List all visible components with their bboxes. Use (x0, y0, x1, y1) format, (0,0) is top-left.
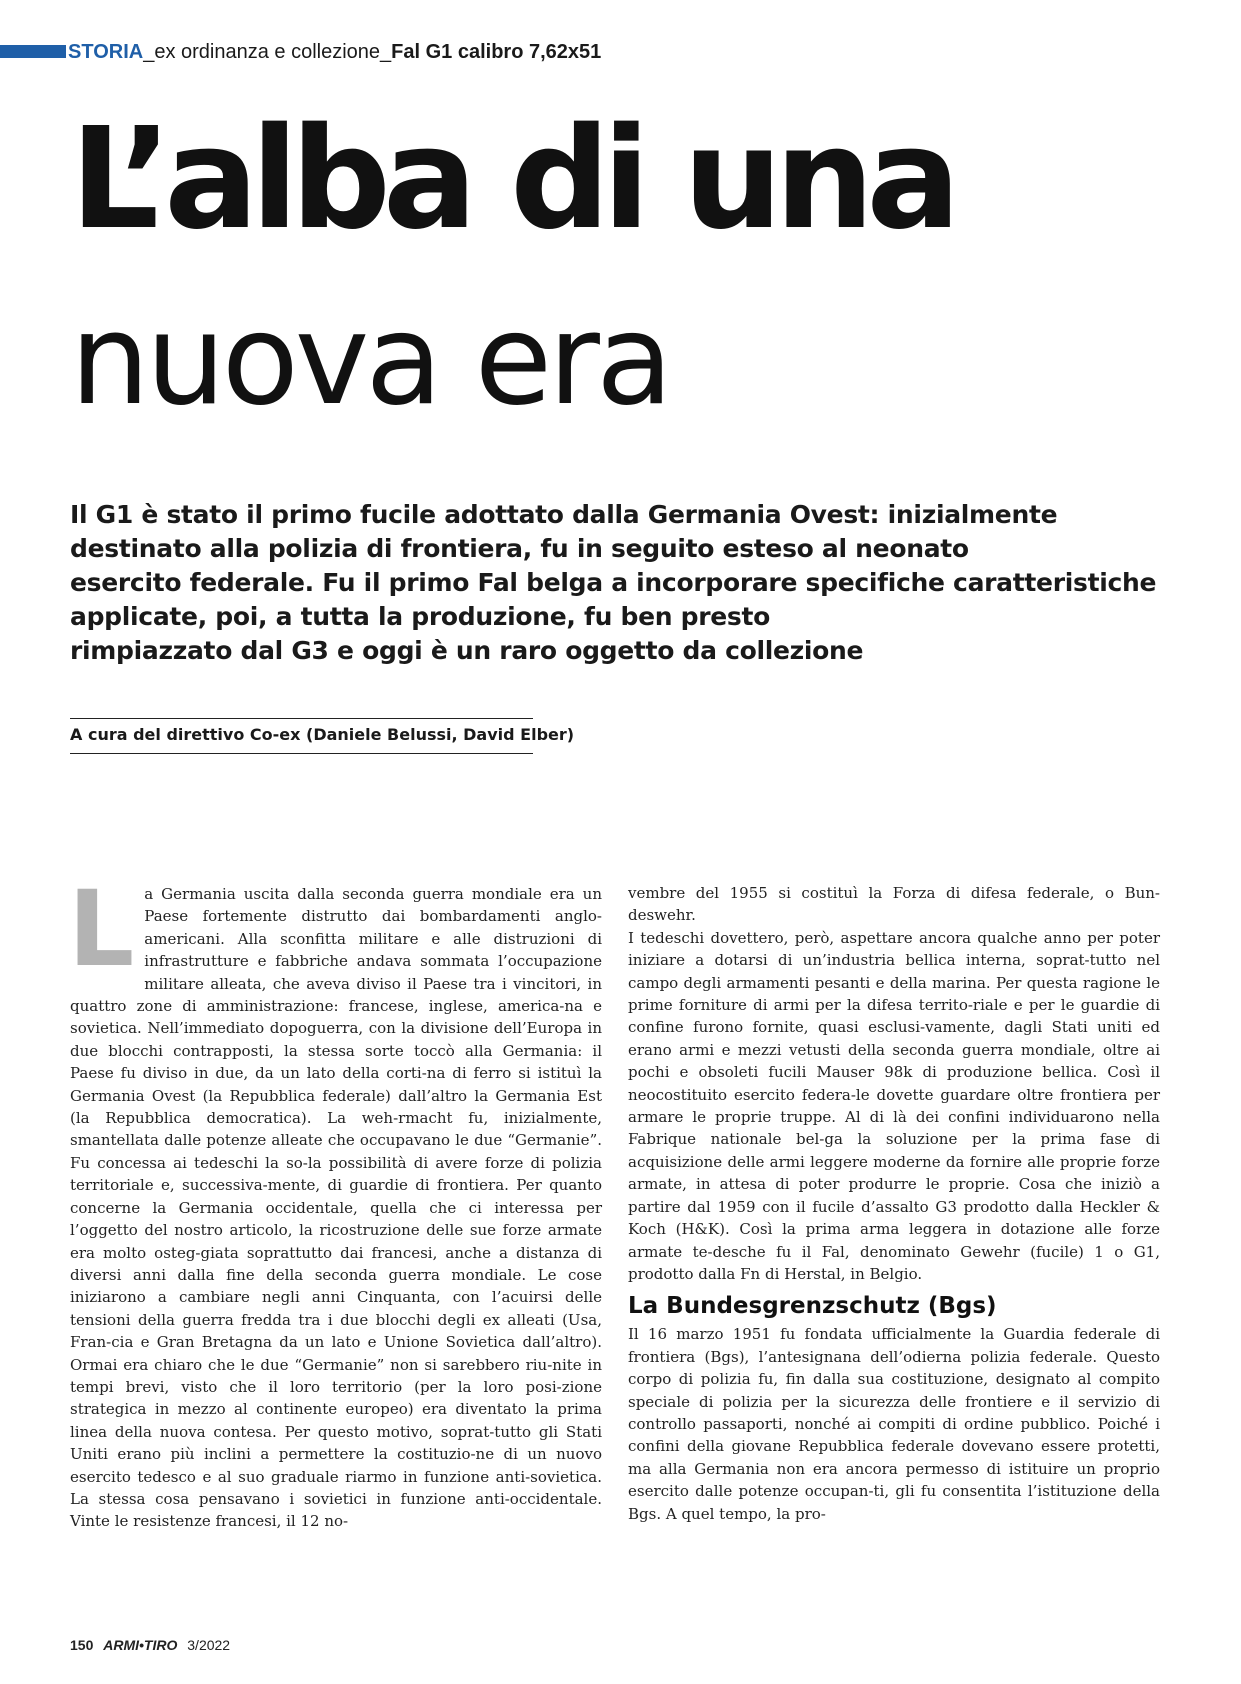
standfirst-line: applicate, poi, a tutta la produzione, fu ben presto (70, 602, 771, 631)
issue-number: 3/2022 (187, 1637, 231, 1653)
page-footer (70, 1637, 230, 1653)
section-label: STORIA (68, 41, 144, 63)
credit-rule-bottom (70, 753, 533, 754)
headline-line-2: nuova era (70, 286, 670, 433)
section-rubric (68, 40, 601, 64)
body-paragraph: I tedeschi dovettero, però, aspettare ancora qualche anno per poter iniziare a dotarsi di un’industria bellica interna, soprat-tutto nel campo degli armamenti pesanti e della marina. Per questa ragione le prime forniture di armi per la difesa territo-riale e per le guardie di confine furono fornite, quasi esclusi-vamente, dagli Stati uniti ed erano armi e mezzi vetusti della seconda guerra mondiale, oltre ai pochi e obsoleti fucili Mauser 98k di produzione bellica. Così il neocostituito esercito federa-le dovette guardare oltre frontiera per armare le proprie truppe. Al di là dei confini individuarono nella Fabrique nationale bel-ga la soluzione per la prima fase di acquisizione delle armi leggere moderne da fornire alle proprie forze armate, in attesa di poter produrre le proprie. Cosa che iniziò a partire dal 1959 con il fucile d’assalto G3 prodotto dalla Heckler & Koch (H&K). Così la prima arma leggera in dotazione alle forze armate te-desche fu il Fal, denominato Gewehr (fucile) 1 o G1, prodotto dalla Fn di Herstal, in Belgio. (628, 928, 1160, 1283)
headline-line-1: L’alba di una (70, 98, 953, 261)
section-color-bar (0, 45, 66, 58)
standfirst-line: rimpiazzato dal G3 e oggi è un raro oggetto da collezione (70, 636, 864, 665)
category-label: _ex ordinanza e collezione_ (143, 41, 392, 63)
standfirst-line: Il G1 è stato il primo fucile adottato dalla Germania Ovest: inizialmente (70, 500, 1058, 529)
body-column-1 (68, 868, 602, 1533)
section-subheading: La Bundesgrenzschutz (Bgs) (628, 1293, 997, 1320)
standfirst-line: destinato alla polizia di frontiera, fu in seguito esteso al neonato (70, 534, 969, 563)
standfirst-line: esercito federale. Fu il primo Fal belga a incorporare specifiche caratteristiche (70, 568, 1157, 597)
page-number: 150 (70, 1637, 94, 1653)
drop-cap: L (68, 868, 135, 990)
subject-label: Fal G1 calibro 7,62x51 (391, 41, 602, 63)
body-column-2 (628, 882, 1160, 1525)
standfirst (70, 498, 1157, 668)
credit-rule-top (70, 718, 533, 719)
body-paragraph: vembre del 1955 si costituì la Forza di difesa federale, o Bun-deswehr. (628, 884, 1160, 925)
body-paragraph: a Germania uscita dalla seconda guerra mondiale era un Paese fortemente distrutto dai bombardamenti anglo-americani. Alla sconfitta militare e alle distruzioni di infrastrutture e fabbriche andava sommata l’occupazione militare alleata, che aveva diviso il Paese tra i vincitori, in quattro zone di amministrazione: francese, inglese, america-na e sovietica. Nell’immediato dopoguerra, con la divisione dell’Europa in due blocchi contrapposti, la stessa sorte toccò alla Germania: il Paese fu diviso in due, da un lato della corti-na di ferro si istituì la Germania Ovest (la Repubblica federale) dall’altro la Germania Est (la Repubblica democratica). La weh-rmacht fu, inizialmente, smantellata dalle potenze alleate che occupavano le due “Germanie”. Fu concessa ai tedeschi la so-la possibilità di avere forze di polizia territoriale e, successiva-mente, di guardie di frontiera. Per quanto concerne la Germania occidentale, quella che ci interessa per l’oggetto del nostro articolo, la ricostruzione delle sue forze armate era molto osteg-giata soprattutto dai francesi, anche a distanza di diversi anni dalla fine della seconda guerra mondiale. Le cose iniziarono a cambiare negli anni Cinquanta, con l’acuirsi delle tensioni della guerra fredda tra i due blocchi degli ex alleati (Usa, Fran-cia e Gran Bretagna da un lato e Unione Sovietica dall’altro). Ormai era chiaro che le due “Germanie” non si sarebbero riu-nite in tempi brevi, visto che il loro territorio (per la loro posi-zione strategica in mezzo al continente europeo) era diventato la prima linea della nuova contesa. Per questo motivo, soprat-tutto gli Stati Uniti erano più inclini a permettere la costituzio-ne di un nuovo esercito tedesco e al suo graduale riarmo in funzione anti-sovietica. La stessa cosa pensavano i sovietici in funzione anti-occidentale. Vinte le resistenze francesi, il 12 no- (70, 885, 602, 1531)
magazine-logo: ARMI•TIRO (103, 1637, 178, 1653)
body-paragraph: Il 16 marzo 1951 fu fondata ufficialmente la Guardia federale di frontiera (Bgs), l’antesignana dell’odierna polizia federale. Questo corpo di polizia fu, fin dalla sua costituzione, designato al compito speciale di polizia per la sicurezza delle frontiere e il servizio di controllo passaporti, nonché ai compiti di ordine pubblico. Poiché i confini della giovane Repubblica federale dovevano essere protetti, ma alla Germania non era ancora permesso di istituire un proprio esercito dalle potenze occupan-ti, gli fu consentita l’istituzione della Bgs. A quel tempo, la pro- (628, 1325, 1160, 1523)
author-credit: A cura del direttivo Co-ex (Daniele Belussi, David Elber) (70, 725, 575, 744)
